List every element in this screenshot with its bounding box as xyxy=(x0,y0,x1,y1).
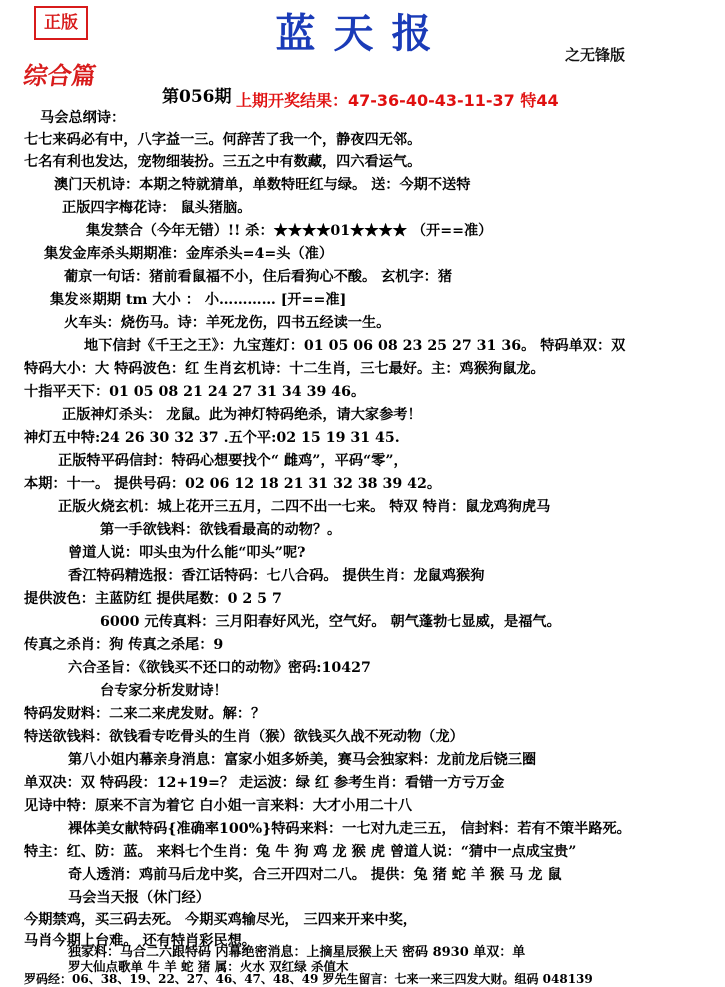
text-line: 第一手欲钱料：欲钱看最高的动物？。 xyxy=(100,522,342,538)
text-line: 6000 元传真料：三月阳春好风光，空气好。 朝气蓬勃七显威，是福气。 xyxy=(100,614,561,630)
text-line: 地下信封《千王之王》：九宝莲灯：01 05 06 08 23 25 27 31 36。 特码单双：双 xyxy=(84,338,626,354)
text-line: 正版火烧玄机：城上花开三五月，二四不出一七来。 特双 特肖：鼠龙鸡狗虎马 xyxy=(58,499,551,515)
text-line: 独家料：马合二六跟特码 内幕绝密消息：上摘星辰猴上天 密码 8930 单双：单 xyxy=(68,945,526,960)
text-line: 罗码经：06、38、19、22、27、46、47、48、49 罗先生留言：七来一来三四发大财。组码 048139 xyxy=(24,972,593,986)
text-line: 罗大仙点歌单 牛 羊 蛇 猪 属：火水 双红绿 杀值木 xyxy=(68,959,349,974)
text-line: 集发※期期 tm 大小 ： 小………… [开==准] xyxy=(50,292,347,308)
text-line: 单双决：双 特码段：12+19=？ 走运波：绿 红 参考生肖：看错一方亏万金 xyxy=(24,775,505,791)
text-line: 特码大小：大 特码波色：红 生肖玄机诗：十二生肖，三七最好。主：鸡猴狗鼠龙。 xyxy=(24,361,545,377)
text-line: 正版四字梅花诗： 鼠头猪脑。 xyxy=(62,200,252,216)
last-draw-result: 上期开奖结果：47-36-40-43-11-37 特44 xyxy=(236,91,559,110)
text-line: 见诗中特：原来不言为着它 白小姐一言来料：大才小用二十八 xyxy=(24,798,413,814)
text-line: 特码发财料：二来二来虎发财。解：？ xyxy=(24,706,266,722)
text-line: 正版神灯杀头： 龙鼠。此为神灯特码绝杀，请大家参考！ xyxy=(62,407,422,423)
text-line: 传真之杀肖：狗 传真之杀尾：9 xyxy=(24,637,224,653)
text-line: 葡京一句话：猪前看鼠福不小，住后看狗心不酸。 玄机字：猪 xyxy=(64,269,453,285)
section-heading: 综合篇 xyxy=(21,61,98,90)
text-line: 曾道人说：叩头虫为什么能“叩头”呢? xyxy=(68,545,306,561)
text-line: 十指平天下：01 05 08 21 24 27 31 34 39 46。 xyxy=(24,384,366,400)
text-line: 奇人透消：鸡前马后龙中奖，合三开四对二八。 提供：兔 猪 蛇 羊 猴 马 龙 鼠 xyxy=(68,867,562,883)
text-line: 正版特平码信封：特码心想要找个“ 雌鸡”，平码“零”， xyxy=(58,453,408,469)
text-line: 澳门天机诗：本期之特就猜单，单数特旺红与绿。 送：今期不送特 xyxy=(54,177,471,193)
text-line: 提供波色：主蓝防红 提供尾数：0 2 5 7 xyxy=(24,591,282,607)
text-line: 六合圣旨：《欲钱买不还口的动物》密码:10427 xyxy=(68,660,371,676)
text-line: 马会当天报（休门经） xyxy=(68,890,210,906)
text-line: 台专家分析发财诗！ xyxy=(100,683,228,699)
text-line: 特主：红、防：蓝。 来料七个生肖：兔 牛 狗 鸡 龙 猴 虎 曾道人说：“猜中一点成宝贵” xyxy=(24,844,577,860)
text-line: 七名有利也发达，宠物细装扮。三五之中有数藏，四六看运气。 xyxy=(24,154,422,170)
text-line: 火车头：烧伤马。诗：羊死龙伤，四书五经读一生。 xyxy=(64,315,391,331)
text-line: 第八小姐内幕亲身消息：富家小姐多娇美，赛马会独家料：龙前龙后铙三圈 xyxy=(68,752,537,768)
authentic-stamp: 正版 xyxy=(34,6,88,40)
text-line: 裸体美女献特码{准确率100%}特码来料：一七对九走三五， 信封料：若有不策半路死。 xyxy=(68,821,631,837)
newspaper-title: 蓝天报 xyxy=(275,10,450,57)
text-line: 香江特码精选报：香江话特码：七八合码。 提供生肖：龙鼠鸡猴狗 xyxy=(68,568,485,584)
issue-number: 第056期 xyxy=(162,87,232,107)
text-line: 集发禁合（今年无错）!! 杀：★★★★01★★★★ （开==准） xyxy=(86,223,493,239)
text-line: 马肖今期上台难。 还有特肖彩民想。 xyxy=(24,933,256,949)
text-line: 神灯五中特:24 26 30 32 37 .五个平:02 15 19 31 45. xyxy=(24,430,400,446)
text-line: 七七来码必有中，八字益一三。何辞苦了我一个，静夜四无邻。 xyxy=(24,132,422,148)
edition-label: 之无锋版 xyxy=(565,46,626,64)
text-line: 集发金库杀头期期准：金库杀头=4=头（准） xyxy=(44,246,334,262)
text-line: 特送欲钱料：欲钱看专吃骨头的生肖（猴）欲钱买久战不死动物（龙） xyxy=(24,729,464,745)
text-line: 马会总纲诗： xyxy=(40,110,126,126)
text-line: 今期禁鸡，买三码去死。 今期买鸡输尽光， 三四来开来中奖， xyxy=(24,912,417,928)
text-line: 本期：十一。 提供号码：02 06 12 18 21 31 32 38 39 42。 xyxy=(24,476,442,492)
